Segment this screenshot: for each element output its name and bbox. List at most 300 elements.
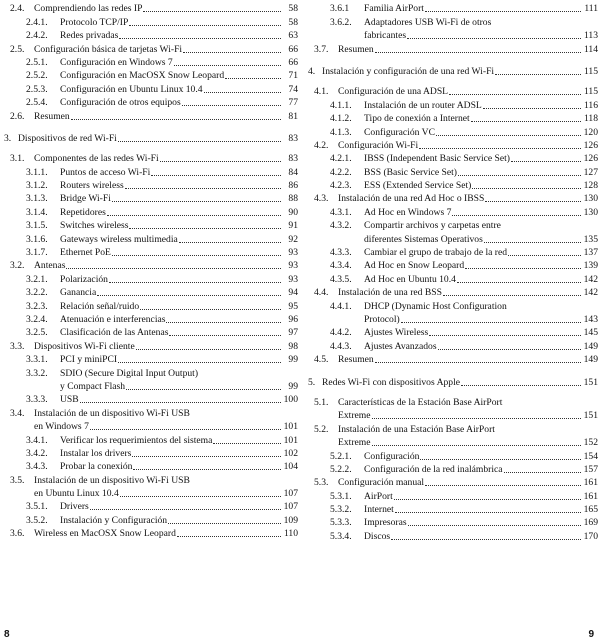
- toc-entry: [0, 192, 298, 205]
- toc-entry-title: Resumen: [34, 110, 70, 122]
- toc-entry-title: Internet: [364, 504, 394, 516]
- toc-entry-number: 4.1.1.: [330, 99, 352, 111]
- toc-entry: [0, 15, 298, 28]
- toc-entry-title: Instalar los drivers: [60, 447, 132, 459]
- dot-leader: [449, 94, 581, 95]
- toc-entry-number: 3.2.5.: [26, 327, 48, 339]
- dot-leader: [401, 322, 581, 323]
- toc-entry: [304, 516, 598, 529]
- toc-entry-number: 5.3.: [314, 477, 329, 489]
- toc-entry-number: 3.2.3.: [26, 300, 48, 312]
- dot-leader: [375, 52, 581, 53]
- toc-entry-number: 4.2.3.: [330, 180, 352, 192]
- dot-leader: [112, 201, 281, 202]
- toc-entry-title: Ad Hoc en Windows 7: [364, 206, 452, 218]
- toc-entry-number: 3.6.: [10, 528, 25, 540]
- toc-entry-title: Ad Hoc en Snow Leopard: [364, 260, 465, 272]
- toc-entry-title: SDIO (Secure Digital Input Output): [60, 367, 199, 379]
- toc-entry-page: 71: [288, 70, 298, 82]
- toc-entry-title: USB: [60, 394, 79, 406]
- toc-entry: [304, 98, 598, 111]
- toc-entry-page: 142: [583, 287, 598, 299]
- toc-entry-title: Dispositivos de red Wi-Fi: [18, 132, 117, 144]
- toc-entry: [304, 409, 598, 422]
- toc-entry-page: 88: [288, 193, 298, 205]
- toc-entry-title: Familia AirPort: [364, 3, 424, 15]
- toc-entry-title: Puntos de acceso Wi-Fi: [60, 166, 151, 178]
- dot-leader: [395, 512, 581, 513]
- dot-leader: [213, 443, 281, 444]
- toc-entry-number: 3.2.2.: [26, 287, 48, 299]
- toc-entry-number: 2.5.3.: [26, 83, 48, 95]
- dot-leader: [452, 215, 581, 216]
- toc-entry-page: 93: [288, 260, 298, 272]
- toc-entry-title: Configuración de la red inalámbrica: [364, 463, 503, 475]
- toc-entry-number: 3.1.6.: [26, 233, 48, 245]
- dot-leader: [394, 499, 581, 500]
- toc-entry-title: Configuración en Windows 7: [60, 56, 173, 68]
- toc-entry-title: y Compact Flash: [60, 380, 126, 392]
- toc-entry-page: 161: [583, 490, 598, 502]
- toc-entry-title: en Ubuntu Linux 10.4: [34, 488, 119, 500]
- toc-entry-number: 5.3.3.: [330, 517, 352, 529]
- dot-leader: [80, 402, 281, 403]
- dot-leader: [472, 188, 581, 189]
- toc-entry: [0, 366, 298, 379]
- toc-entry-title: Redes Wi-Fi con dispositivos Apple: [322, 376, 461, 388]
- toc-entry: [304, 85, 598, 98]
- toc-entry-number: 3.4.: [10, 407, 25, 419]
- toc-entry-page: 101: [283, 434, 298, 446]
- toc-entry-page: 151: [583, 376, 598, 388]
- toc-entry-title: Gateways wireless multimedia: [60, 233, 178, 245]
- toc-entry-title: Ajustes Wireless: [364, 327, 429, 339]
- toc-entry-page: 83: [288, 132, 298, 144]
- toc-entry: [0, 420, 298, 433]
- toc-entry-title: Verificar los requerimientos del sistema: [60, 434, 213, 446]
- toc-entry: [0, 205, 298, 218]
- toc-entry-title: Configuración de una ADSL: [338, 86, 449, 98]
- toc-entry-number: 4.1.: [314, 86, 329, 98]
- toc-entry: [304, 476, 598, 489]
- toc-entry-page: 151: [583, 410, 598, 422]
- toc-entry-page: 102: [283, 447, 298, 459]
- toc-entry-page: 137: [583, 247, 598, 259]
- toc-entry: [304, 219, 598, 232]
- toc-entry-page: 170: [583, 530, 598, 542]
- toc-entry: [304, 272, 598, 285]
- toc-entry-page: 113: [583, 30, 598, 42]
- toc-entry-number: 3.5.: [10, 474, 25, 486]
- toc-entry-title: Clasificación de las Antenas: [60, 327, 169, 339]
- toc-entry-number: 3.1.5.: [26, 220, 48, 232]
- toc-entry-title: Comprendiendo las redes IP: [34, 3, 143, 15]
- toc-entry: [0, 82, 298, 95]
- toc-entry-number: 3.1.: [10, 153, 25, 165]
- toc-entry-page: 99: [288, 354, 298, 366]
- toc-entry-page: 149: [583, 340, 598, 352]
- toc-entry: [0, 259, 298, 272]
- dot-leader: [182, 105, 281, 106]
- toc-entry-title: Configuración en MacOSX Snow Leopard: [60, 70, 225, 82]
- dot-leader: [483, 108, 581, 109]
- toc-entry-number: 4.3.: [314, 193, 329, 205]
- dot-leader: [425, 11, 581, 12]
- dot-leader: [129, 25, 281, 26]
- toc-entry-number: 5.3.1.: [330, 490, 352, 502]
- toc-entry-page: 165: [583, 504, 598, 516]
- toc-entry-page: 145: [583, 327, 598, 339]
- dot-leader: [504, 472, 581, 473]
- toc-entry-title: Configuración en Ubuntu Linux 10.4: [60, 83, 203, 95]
- toc-entry-page: 86: [288, 180, 298, 192]
- toc-entry-page: 81: [288, 110, 298, 122]
- toc-entry-title: Configuración manual: [338, 477, 425, 489]
- toc-entry-title: BSS (Basic Service Set): [364, 166, 457, 178]
- toc-entry-page: 83: [288, 153, 298, 165]
- toc-entry-title: Componentes de las redes Wi-Fi: [34, 153, 159, 165]
- toc-entry-title: Dispositivos Wi-Fi cliente: [34, 340, 135, 352]
- toc-entry-number: 4.4.3.: [330, 340, 352, 352]
- toc-entry-number: 3.: [4, 132, 12, 144]
- toc-entry-number: 3.1.4.: [26, 206, 48, 218]
- toc-entry-title: Instalación de un dispositivo Wi-Fi USB: [34, 474, 190, 486]
- toc-entry-page: 107: [283, 501, 298, 513]
- dot-leader: [66, 268, 281, 269]
- toc-right-column: [304, 0, 598, 543]
- toc-entry: [0, 380, 298, 393]
- toc-entry-title: Redes privadas: [60, 30, 119, 42]
- toc-entry-page: 157: [583, 463, 598, 475]
- toc-entry-page: 126: [583, 139, 598, 151]
- toc-entry-page: 126: [583, 153, 598, 165]
- toc-entry: [304, 246, 598, 259]
- toc-entry-number: 5.3.4.: [330, 530, 352, 542]
- dot-leader: [457, 282, 581, 283]
- toc-entry-number: 5.: [308, 376, 316, 388]
- toc-entry-page: 143: [583, 313, 598, 325]
- toc-entry: [0, 460, 298, 473]
- toc-entry-number: 3.4.1.: [26, 434, 48, 446]
- dot-leader: [495, 74, 581, 75]
- toc-entry: [304, 326, 598, 339]
- dot-leader: [97, 295, 281, 296]
- toc-entry-number: 3.3.: [10, 340, 25, 352]
- toc-entry-number: 4.3.2.: [330, 220, 352, 232]
- toc-entry-page: 107: [283, 488, 298, 500]
- toc-entry-page: 116: [583, 99, 598, 111]
- toc-entry-title: Características de la Estación Base AirPort: [338, 396, 503, 408]
- toc-entry-number: 3.2.: [10, 260, 25, 272]
- toc-entry: [0, 299, 298, 312]
- toc-entry-number: 4.3.4.: [330, 260, 352, 272]
- toc-entry-page: 66: [288, 43, 298, 55]
- toc-entry-title: Adaptadores USB Wi-Fi de otros: [364, 16, 492, 28]
- toc-entry-title: AirPort: [364, 490, 393, 502]
- toc-entry-number: 2.6.: [10, 110, 25, 122]
- dot-leader: [168, 523, 281, 524]
- toc-entry-page: 128: [583, 180, 598, 192]
- dot-leader: [119, 38, 281, 39]
- toc-entry-number: 4.1.3.: [330, 126, 352, 138]
- toc-entry-page: 96: [288, 313, 298, 325]
- toc-entry: [304, 125, 598, 138]
- toc-entry-page: 95: [288, 300, 298, 312]
- toc-entry: [0, 96, 298, 109]
- toc-entry: [304, 422, 598, 435]
- toc-entry: [304, 313, 598, 326]
- toc-entry: [304, 299, 598, 312]
- dot-leader: [177, 536, 281, 537]
- dot-leader: [511, 161, 581, 162]
- dot-leader: [109, 282, 281, 283]
- toc-entry: [0, 406, 298, 419]
- dot-leader: [120, 496, 281, 497]
- toc-entry: [304, 152, 598, 165]
- toc-entry: [0, 42, 298, 55]
- toc-entry: [304, 232, 598, 245]
- toc-entry-page: 101: [283, 421, 298, 433]
- dot-leader: [225, 78, 281, 79]
- toc-entry: [0, 109, 298, 122]
- toc-entry-page: 110: [283, 528, 298, 540]
- toc-entry-title: Instalación y configuración de una red Wi-Fi: [322, 65, 495, 77]
- dot-leader: [143, 11, 281, 12]
- dot-leader: [118, 141, 281, 142]
- toc-entry-title: Resumen: [338, 43, 374, 55]
- toc-entry-title: Drivers: [60, 501, 89, 513]
- dot-leader: [438, 349, 581, 350]
- dot-leader: [375, 362, 581, 363]
- toc-entry-title: Configuración básica de tarjetas Wi-Fi: [34, 43, 183, 55]
- toc-entry-page: 90: [288, 206, 298, 218]
- toc-entry: [0, 179, 298, 192]
- toc-entry-page: 169: [583, 517, 598, 529]
- dot-leader: [429, 335, 581, 336]
- dot-leader: [71, 119, 281, 120]
- toc-entry-title: Tipo de conexión a Internet: [364, 113, 470, 125]
- toc-entry: [304, 139, 598, 152]
- toc-entry-page: 58: [288, 3, 298, 15]
- dot-leader: [133, 469, 281, 470]
- dot-leader: [129, 228, 281, 229]
- toc-entry-title: Extreme: [338, 410, 371, 422]
- dot-leader: [508, 255, 581, 256]
- dot-leader: [484, 242, 581, 243]
- toc-entry-page: 109: [283, 514, 298, 526]
- toc-entry: [304, 339, 598, 352]
- toc-entry: [0, 313, 298, 326]
- toc-entry-page: 93: [288, 247, 298, 259]
- toc-entry: [0, 326, 298, 339]
- toc-entry-page: 120: [583, 126, 598, 138]
- toc-entry: [0, 69, 298, 82]
- dot-leader: [204, 92, 281, 93]
- toc-entry-number: 4.3.5.: [330, 273, 352, 285]
- toc-entry-title: Relación señal/ruido: [60, 300, 140, 312]
- toc-entry-title: Configuración: [364, 450, 420, 462]
- toc-entry-title: Resumen: [338, 354, 374, 366]
- toc-entry: [0, 513, 298, 526]
- toc-entry-number: 3.3.3.: [26, 394, 48, 406]
- toc-entry-number: 3.2.4.: [26, 313, 48, 325]
- toc-entry-number: 2.4.1.: [26, 16, 48, 28]
- toc-entry: [0, 487, 298, 500]
- toc-entry: [304, 165, 598, 178]
- toc-entry-number: 3.7.: [314, 43, 329, 55]
- toc-entry: [0, 393, 298, 406]
- toc-entry-title: Instalación de una red Ad Hoc o IBSS: [338, 193, 485, 205]
- toc-entry-number: 4.: [308, 65, 316, 77]
- toc-entry-title: fabricantes: [364, 30, 407, 42]
- toc-entry: [0, 433, 298, 446]
- dot-leader: [425, 485, 581, 486]
- toc-entry-title: Antenas: [34, 260, 66, 272]
- toc-entry-number: 3.1.3.: [26, 193, 48, 205]
- toc-entry-number: 3.1.2.: [26, 180, 48, 192]
- toc-entry-title: IBSS (Independent Basic Service Set): [364, 153, 511, 165]
- toc-entry-page: 118: [583, 113, 598, 125]
- toc-entry: [304, 112, 598, 125]
- toc-entry-number: 5.2.2.: [330, 463, 352, 475]
- toc-entry-page: 92: [288, 233, 298, 245]
- dot-leader: [151, 175, 281, 176]
- toc-entry-title: Configuración Wi-Fi: [338, 139, 419, 151]
- toc-entry-title: Cambiar el grupo de trabajo de la red: [364, 247, 508, 259]
- dot-leader: [419, 148, 581, 149]
- dot-leader: [372, 418, 582, 419]
- toc-entry-number: 3.5.1.: [26, 501, 48, 513]
- toc-entry-number: 5.2.1.: [330, 450, 352, 462]
- dot-leader: [90, 509, 281, 510]
- toc-entry-page: 114: [583, 43, 598, 55]
- toc-entry: [304, 205, 598, 218]
- dot-leader: [485, 201, 581, 202]
- toc-entry-number: 4.2.: [314, 139, 329, 151]
- toc-entry: [304, 42, 598, 55]
- toc-entry-page: 98: [288, 340, 298, 352]
- toc-entry-page: 99: [288, 380, 298, 392]
- toc-entry-title: Bridge Wi-Fi: [60, 193, 111, 205]
- toc-entry-title: Routers wireless: [60, 180, 124, 192]
- dot-leader: [408, 525, 581, 526]
- toc-entry-number: 3.6.1: [330, 3, 350, 15]
- toc-entry-number: 3.1.7.: [26, 247, 48, 259]
- toc-entry: [0, 500, 298, 513]
- toc-entry: [304, 2, 598, 15]
- toc-entry-number: 2.5.2.: [26, 70, 48, 82]
- toc-entry-page: 152: [583, 437, 598, 449]
- toc-entry-page: 142: [583, 273, 598, 285]
- toc-entry: [0, 132, 298, 145]
- toc-entry: [0, 286, 298, 299]
- toc-entry-page: 94: [288, 287, 298, 299]
- toc-entry-page: 130: [583, 206, 598, 218]
- toc-entry-number: 3.3.2.: [26, 367, 48, 379]
- dot-leader: [125, 188, 281, 189]
- toc-entry: [0, 219, 298, 232]
- dot-leader: [140, 309, 281, 310]
- toc-entry-title: ESS (Extended Service Set): [364, 180, 472, 192]
- toc-entry-title: DHCP (Dynamic Host Configuration: [364, 300, 507, 312]
- toc-entry-title: Configuración de otros equipos: [60, 97, 181, 109]
- toc-entry-title: Repetidores: [60, 206, 106, 218]
- dot-leader: [461, 385, 581, 386]
- toc-entry-title: Wireless en MacOSX Snow Leopard: [34, 528, 176, 540]
- toc-entry-number: 4.4.2.: [330, 327, 352, 339]
- dot-leader: [136, 349, 281, 350]
- toc-entry-page: 139: [583, 260, 598, 272]
- toc-entry: [0, 2, 298, 15]
- toc-entry-page: 115: [583, 65, 598, 77]
- dot-leader: [107, 215, 281, 216]
- toc-entry-number: 3.2.1.: [26, 273, 48, 285]
- toc-entry: [304, 65, 598, 78]
- toc-entry-title: Ganancia: [60, 287, 97, 299]
- toc-entry: [0, 473, 298, 486]
- dot-leader: [183, 52, 281, 53]
- toc-entry: [304, 436, 598, 449]
- toc-entry-number: 5.3.2.: [330, 504, 352, 516]
- toc-entry: [304, 29, 598, 42]
- toc-entry-title: Ajustes Avanzados: [364, 340, 437, 352]
- dot-leader: [436, 135, 581, 136]
- toc-entry-number: 2.5.1.: [26, 56, 48, 68]
- toc-entry-page: 77: [288, 97, 298, 109]
- toc-entry-page: 58: [288, 16, 298, 28]
- toc-entry: [304, 353, 598, 366]
- toc-entry-number: 2.4.: [10, 3, 25, 15]
- toc-entry-number: 4.4.1.: [330, 300, 352, 312]
- toc-entry: [0, 56, 298, 69]
- dot-leader: [420, 459, 581, 460]
- toc-entry-page: 111: [584, 3, 598, 15]
- toc-entry: [0, 246, 298, 259]
- toc-entry: [304, 375, 598, 388]
- toc-entry-page: 161: [583, 477, 598, 489]
- toc-entry-number: 4.1.2.: [330, 113, 352, 125]
- toc-entry-page: 66: [288, 56, 298, 68]
- toc-entry: [0, 152, 298, 165]
- toc-entry-title: Protocol): [364, 313, 400, 325]
- dot-leader: [169, 335, 281, 336]
- toc-entry-number: 4.4.: [314, 287, 329, 299]
- toc-entry-number: 3.5.2.: [26, 514, 48, 526]
- toc-entry: [304, 449, 598, 462]
- toc-entry: [304, 286, 598, 299]
- toc-entry-page: 135: [583, 233, 598, 245]
- page-number-left: 8: [4, 629, 10, 640]
- toc-entry: [304, 15, 598, 28]
- toc-entry-title: Configuración VC: [364, 126, 435, 138]
- toc-entry-number: 3.4.3.: [26, 461, 48, 473]
- dot-leader: [126, 389, 281, 390]
- toc-entry-number: 4.3.3.: [330, 247, 352, 259]
- dot-leader: [443, 295, 581, 296]
- toc-entry-number: 4.2.1.: [330, 153, 352, 165]
- toc-entry: [304, 396, 598, 409]
- toc-entry: [304, 192, 598, 205]
- toc-entry: [304, 259, 598, 272]
- toc-entry-title: Ethernet PoE: [60, 247, 111, 259]
- dot-leader: [118, 362, 281, 363]
- toc-entry-page: 115: [583, 86, 598, 98]
- dot-leader: [90, 429, 281, 430]
- toc-entry-title: Protocolo TCP/IP: [60, 16, 129, 28]
- toc-entry: [0, 272, 298, 285]
- toc-entry-page: 100: [283, 394, 298, 406]
- toc-entry-number: 4.3.1.: [330, 206, 352, 218]
